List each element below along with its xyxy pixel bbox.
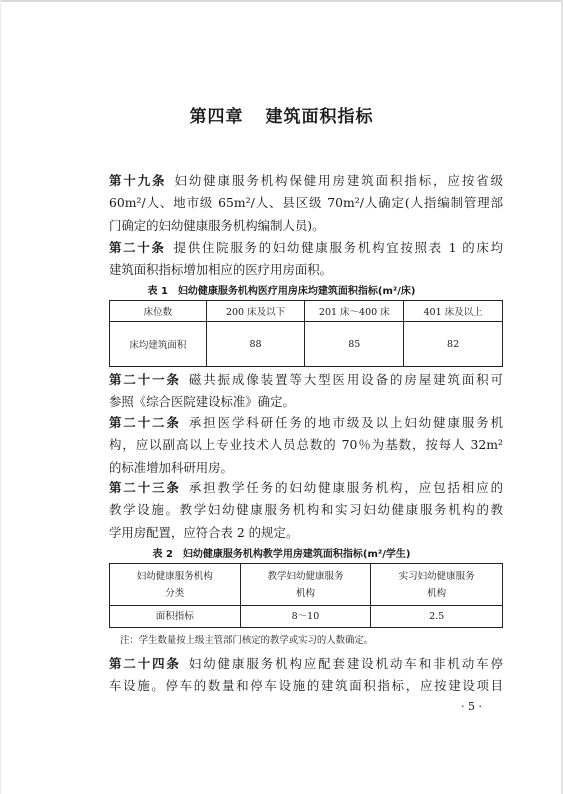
table-cell: 201 床～400 床 xyxy=(305,301,404,322)
article-22 xyxy=(109,412,503,479)
chapter-heading: 建筑面积指标 xyxy=(265,107,374,127)
table-header-row xyxy=(110,301,503,322)
article-line: 60m²/人、地市级 65m²/人、县区级 70m²/人确定(人指编制管理部 xyxy=(109,195,503,211)
cell-line: 机构 xyxy=(427,587,447,599)
table-1-caption: 表 1 妇幼健康服务机构医疗用房床均建筑面积指标(m²/床) xyxy=(147,286,416,297)
article-line: 构，应以副高以上专业技术人员总数的 70％为基数，按每人 32m² xyxy=(109,437,503,453)
cell-line: 实习妇幼健康服务 xyxy=(398,570,475,582)
table-cell: 200 床及以下 xyxy=(206,301,305,322)
table-1 xyxy=(109,300,503,367)
cell-line: 机构 xyxy=(295,587,315,599)
article-line: 学用房配置，应符合表 2 的规定。 xyxy=(109,524,299,540)
table-cell: 401 床及以上 xyxy=(404,301,503,322)
cell-line: 分类 xyxy=(165,587,185,599)
article-line: 教学设施。教学妇幼健康服务机构和实习妇幼健康服务机构的教 xyxy=(109,502,503,518)
article-label: 第二十条 xyxy=(109,240,166,255)
table-cell: 2.5 xyxy=(371,606,503,628)
page-number: · 5 · xyxy=(461,700,482,713)
table-header-row xyxy=(110,564,503,606)
table-cell: 8～10 xyxy=(240,606,371,628)
chapter-label: 第四章 xyxy=(189,107,244,127)
table-row xyxy=(110,322,503,367)
table-cell: 床均建筑面积 xyxy=(110,322,207,367)
table-cell: 88 xyxy=(206,322,305,367)
article-line: 车设施。停车的数量和停车设施的建筑面积指标，应按建设项目 xyxy=(109,678,503,694)
article-line: 第十九条 妇幼健康服务机构保健用房建筑面积指标，应按省级 xyxy=(109,173,504,188)
table-cell: 床位数 xyxy=(110,301,207,322)
chapter-title xyxy=(0,102,563,127)
article-19 xyxy=(109,170,503,237)
article-line: 第二十二条 承担医学科研任务的地市级及以上妇幼健康服务机 xyxy=(109,415,504,430)
article-24 xyxy=(109,653,503,698)
table-cell xyxy=(240,564,371,606)
article-label: 第二十四条 xyxy=(109,656,181,671)
table-cell xyxy=(371,564,503,606)
article-label: 第二十二条 xyxy=(109,415,181,430)
article-label: 第二十三条 xyxy=(109,480,181,495)
article-line: 建筑面积指标增加相应的医疗用房面积。 xyxy=(109,262,333,278)
article-line: 第二十三条 承担教学任务的妇幼健康服务机构，应包括相应的 xyxy=(109,480,504,495)
table-cell: 82 xyxy=(404,322,503,367)
article-label: 第十九条 xyxy=(109,173,167,188)
article-line: 第二十条 提供住院服务的妇幼健康服务机构宜按照表 1 的床均 xyxy=(109,240,503,255)
table-cell: 面积指标 xyxy=(110,606,241,628)
cell-line: 妇幼健康服务机构 xyxy=(136,570,213,582)
article-20 xyxy=(109,237,503,282)
table-cell: 85 xyxy=(305,322,404,367)
article-line: 门确定的妇幼健康服务机构编制人员)。 xyxy=(109,217,325,233)
table-note: 注：学生数量按上级主管部门核定的教学或实习的人数确定。 xyxy=(120,635,374,646)
article-23 xyxy=(109,477,503,544)
table-2 xyxy=(109,563,503,628)
cell-line: 教学妇幼健康服务 xyxy=(267,570,344,582)
article-line: 第二十四条 妇幼健康服务机构应配套建设机动车和非机动车停 xyxy=(109,656,504,671)
table-2-caption: 表 2 妇幼健康服务机构教学用房建筑面积指标(m²/学生) xyxy=(152,549,411,560)
table-cell xyxy=(110,564,241,606)
article-line: 参照《综合医院建设标准》确定。 xyxy=(109,394,295,410)
table-row xyxy=(110,606,503,628)
page-edge xyxy=(0,0,563,2)
article-21 xyxy=(109,369,503,414)
article-line: 第二十一条 磁共振成像装置等大型医用设备的房屋建筑面积可 xyxy=(109,372,504,387)
article-label: 第二十一条 xyxy=(109,372,181,387)
article-line: 的标准增加科研用房。 xyxy=(109,459,233,475)
